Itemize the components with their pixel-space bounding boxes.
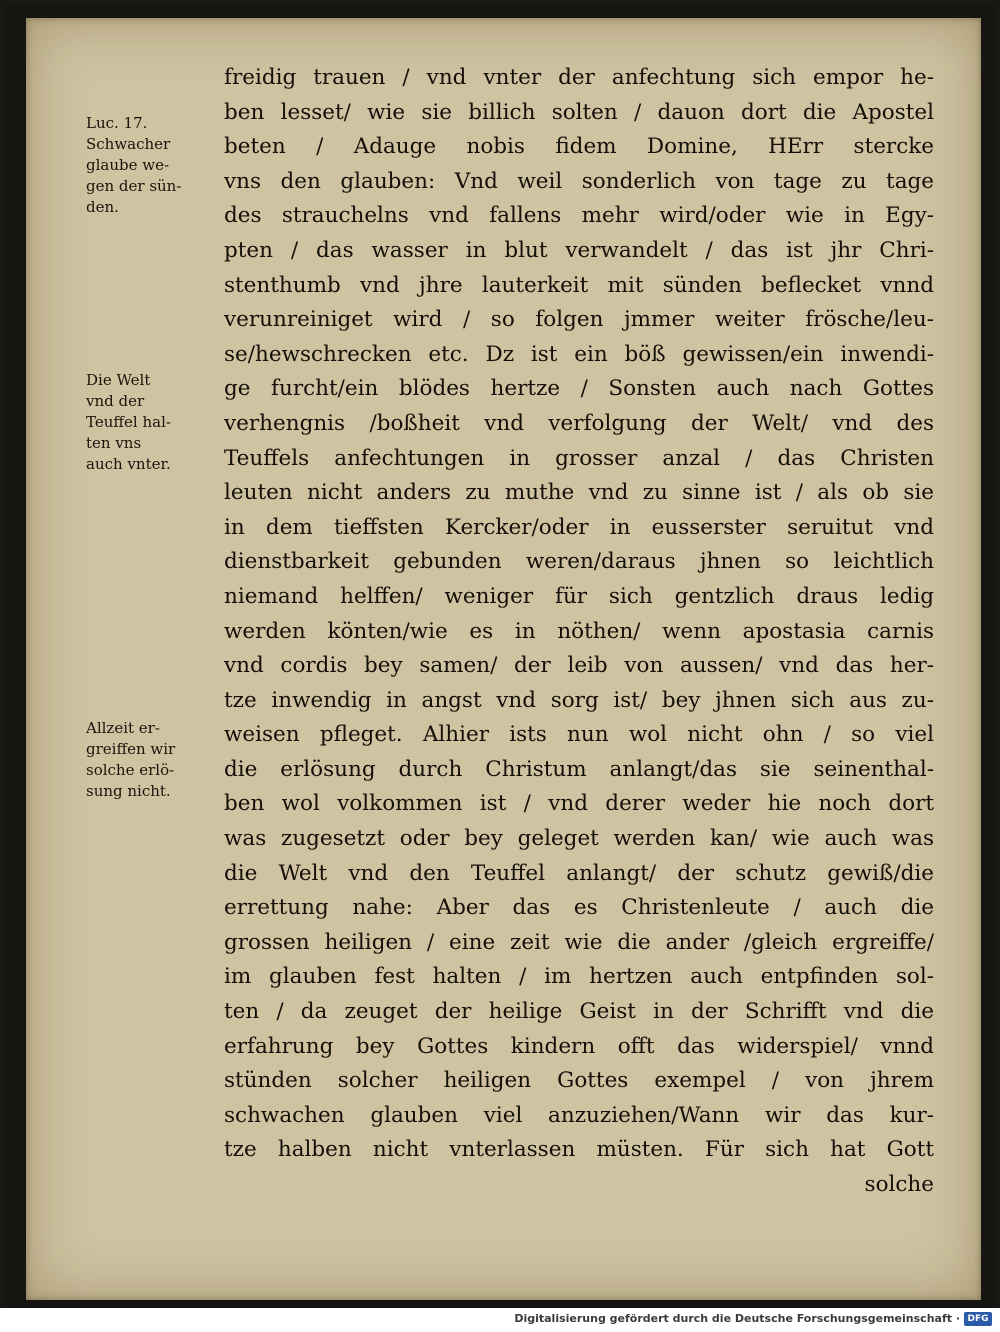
text-line: im glauben fest halten / im hertzen auch entpfinden sol- <box>224 964 934 990</box>
text-line: errettung nahe: Aber das es Christenleute / auch die <box>224 895 934 921</box>
text-line: die erlösung durch Christum anlangt/das sie seinenthal- <box>224 756 934 782</box>
text-line: tze inwendig in angst vnd sorg ist/ bey jhnen sich aus zu- <box>224 687 934 713</box>
text-line: vns den glauben: Vnd weil sonderlich von tage zu tage <box>224 168 934 194</box>
text-line: niemand helffen/ weniger für sich gentzlich draus ledig <box>224 583 934 609</box>
text-line: stenthumb vnd jhre lauterkeit mit sünden beflecket vnnd <box>224 272 934 298</box>
text-line: schwachen glauben viel anzuziehen/Wann wir das kur- <box>224 1102 934 1128</box>
dfg-logo-icon: DFG <box>964 1312 992 1326</box>
text-line: die Welt vnd den Teuffel anlangt/ der schutz gewiß/die <box>224 860 934 886</box>
body-text <box>224 61 934 1203</box>
footer-bar <box>0 1308 1000 1332</box>
marginal-note-line: gen der sün- <box>86 177 182 195</box>
scan-frame <box>6 4 994 1308</box>
text-line: ten / da zeuget der heilige Geist in der Schrifft vnd die <box>224 999 934 1025</box>
marginal-note-line: greiffen wir <box>86 740 176 758</box>
marginal-note-line: Die Welt <box>86 371 151 389</box>
marginal-note-line: Luc. 17. <box>86 114 148 132</box>
text-line: verunreiniget wird / so folgen jmmer weiter frösche/leu- <box>224 307 934 333</box>
text-line: tze halben nicht vnterlassen müsten. Für sich hat Gott <box>224 1137 934 1163</box>
text-line: dienstbarkeit gebunden weren/daraus jhnen so leichtlich <box>224 549 934 575</box>
marginal-note-1 <box>86 113 226 218</box>
marginal-note-line: glaube we- <box>86 156 170 174</box>
text-line: se/hewschrecken etc. Dz ist ein böß gewissen/ein inwendi- <box>224 341 934 367</box>
marginal-note-line: auch vnter. <box>86 455 171 473</box>
text-line: werden könten/wie es in nöthen/ wenn apostasia carnis <box>224 618 934 644</box>
text-line: erfahrung bey Gottes kindern offt das widerspiel/ vnnd <box>224 1033 934 1059</box>
marginal-note-line: sung nicht. <box>86 782 171 800</box>
text-line: weisen pfleget. Alhier ists nun wol nicht ohn / so viel <box>224 722 934 748</box>
marginal-note-line: solche erlö- <box>86 761 175 779</box>
text-line: grossen heiligen / eine zeit wie die ander /gleich ergreiffe/ <box>224 929 934 955</box>
text-line: ben lesset/ wie sie billich solten / dauon dort die Apostel <box>224 99 934 125</box>
text-line: was zugesetzt oder bey geleget werden kan/ wie auch was <box>224 826 934 852</box>
text-line: pten / das wasser in blut verwandelt / das ist jhr Chri- <box>224 237 934 263</box>
text-line: vnd cordis bey samen/ der leib von aussen/ vnd das her- <box>224 653 934 679</box>
marginal-note-line: Allzeit er- <box>86 719 160 737</box>
text-line: stünden solcher heiligen Gottes exempel / von jhrem <box>224 1068 934 1094</box>
text-line: ge furcht/ein blödes hertze / Sonsten auch nach Gottes <box>224 376 934 402</box>
text-line: ben wol volkommen ist / vnd derer weder hie noch dort <box>224 791 934 817</box>
text-line: verhengnis /boßheit vnd verfolgung der Welt/ vnd des <box>224 410 934 436</box>
book-page <box>26 18 981 1300</box>
text-line: freidig trauen / vnd vnter der anfechtung sich empor he- <box>224 65 934 90</box>
marginal-note-line: den. <box>86 198 119 216</box>
catchword: solche <box>864 1172 934 1197</box>
marginal-note-line: Schwacher <box>86 135 171 153</box>
marginal-note-line: vnd der <box>86 392 145 410</box>
marginal-note-line: Teuffel hal- <box>86 413 171 431</box>
marginal-note-line: ten vns <box>86 434 142 452</box>
marginal-note-3 <box>86 718 226 802</box>
text-line: Teuffels anfechtungen in grosser anzal / das Christen <box>224 445 934 471</box>
text-line: in dem tieffsten Kercker/oder in eusserster seruitut vnd <box>224 514 934 540</box>
text-line: des strauchelns vnd fallens mehr wird/oder wie in Egy- <box>224 203 934 229</box>
text-line: leuten nicht anders zu muthe vnd zu sinne ist / als ob sie <box>224 480 934 506</box>
funding-credit: Digitalisierung gefördert durch die Deutsche Forschungsgemeinschaft · <box>514 1312 960 1325</box>
text-line: beten / Adauge nobis fidem Domine, HErr stercke <box>224 134 934 160</box>
marginal-note-2 <box>86 370 226 475</box>
